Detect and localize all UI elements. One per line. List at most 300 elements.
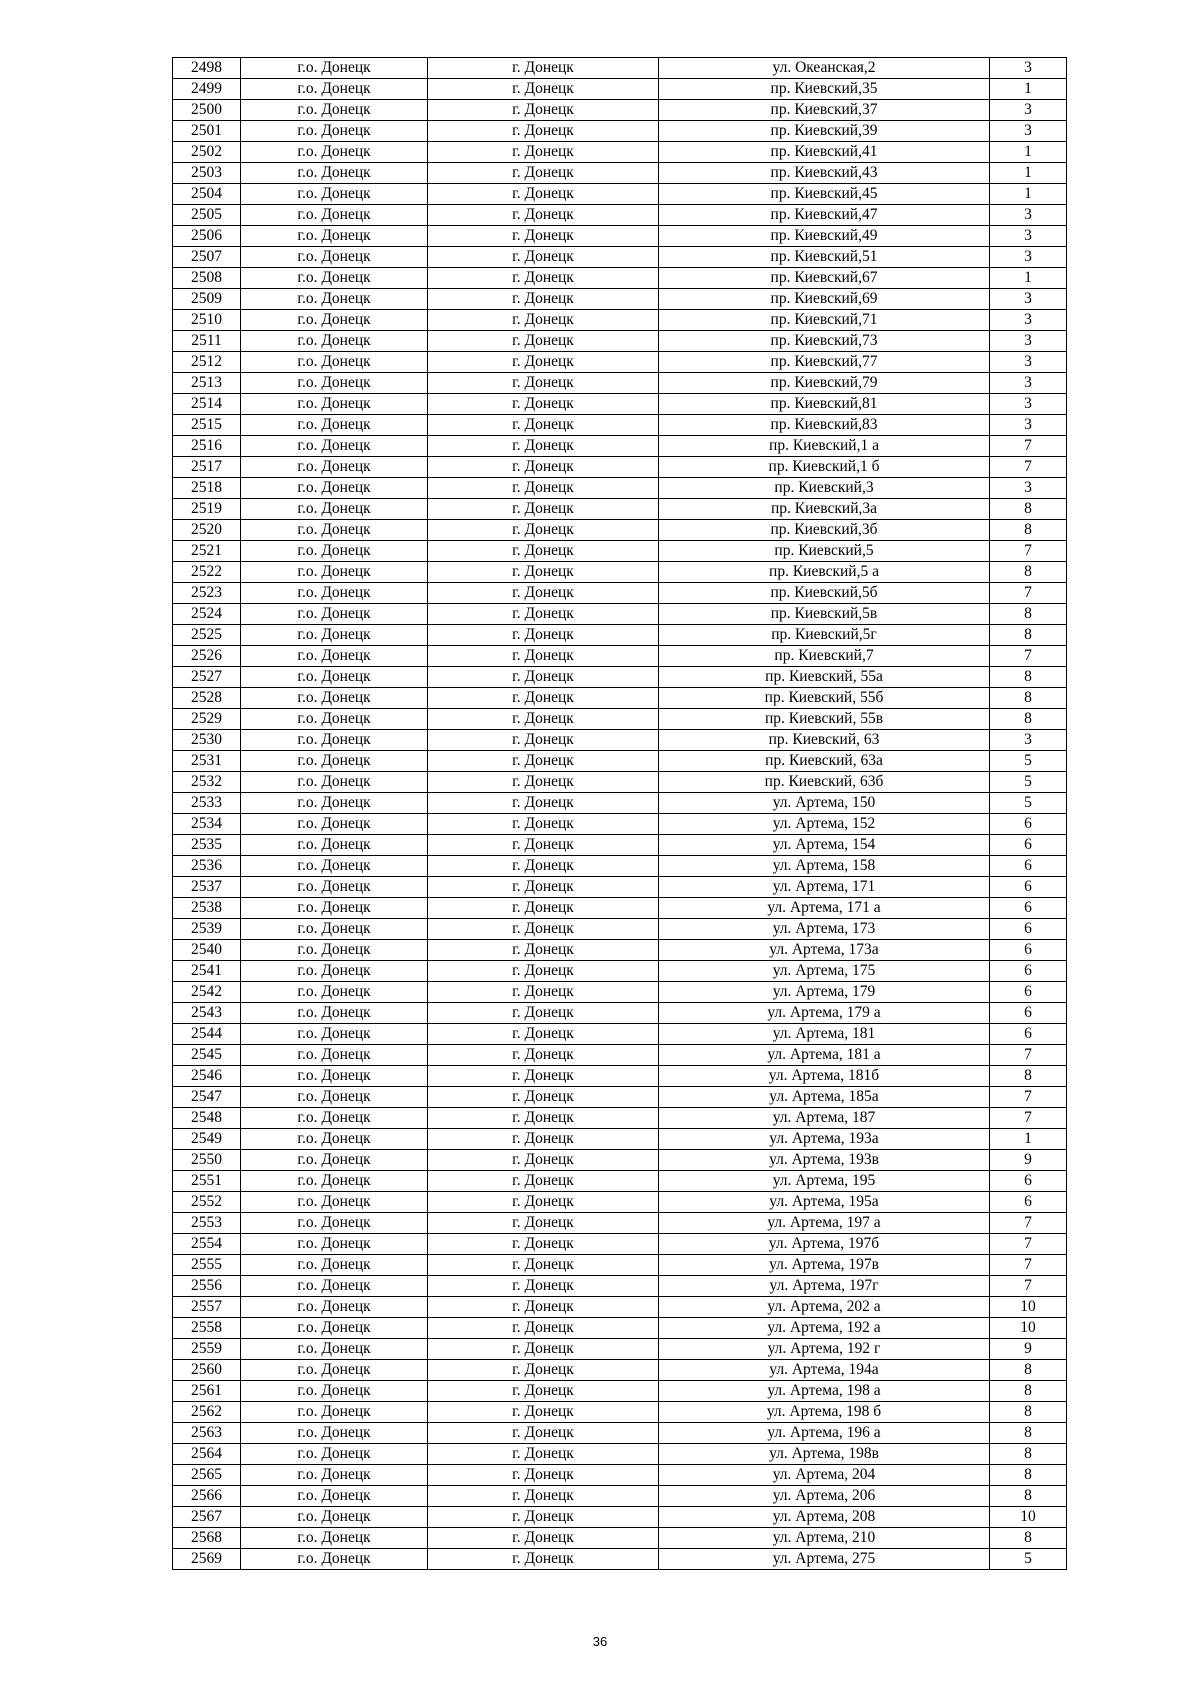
city-cell: г. Донецк <box>428 1171 659 1192</box>
address-cell: пр. Киевский,49 <box>659 226 990 247</box>
city-cell: г. Донецк <box>428 751 659 772</box>
district-cell: г.о. Донецк <box>241 646 428 667</box>
district-cell: г.о. Донецк <box>241 1528 428 1549</box>
table-row <box>173 625 1067 646</box>
address-cell: ул. Артема, 152 <box>659 814 990 835</box>
row-number-cell: 2527 <box>173 667 241 688</box>
row-number-cell: 2523 <box>173 583 241 604</box>
value-cell: 7 <box>990 1087 1067 1108</box>
district-cell: г.о. Донецк <box>241 1276 428 1297</box>
value-cell: 8 <box>990 1066 1067 1087</box>
table-row <box>173 688 1067 709</box>
city-cell: г. Донецк <box>428 1276 659 1297</box>
table-row <box>173 1108 1067 1129</box>
row-number-cell: 2541 <box>173 961 241 982</box>
table-row <box>173 520 1067 541</box>
value-cell: 1 <box>990 268 1067 289</box>
address-cell: пр. Киевский,83 <box>659 415 990 436</box>
district-cell: г.о. Донецк <box>241 520 428 541</box>
table-row <box>173 373 1067 394</box>
row-number-cell: 2562 <box>173 1402 241 1423</box>
value-cell: 3 <box>990 415 1067 436</box>
address-cell: ул. Артема, 181 <box>659 1024 990 1045</box>
city-cell: г. Донецк <box>428 982 659 1003</box>
table-row <box>173 1402 1067 1423</box>
city-cell: г. Донецк <box>428 226 659 247</box>
value-cell: 8 <box>990 499 1067 520</box>
city-cell: г. Донецк <box>428 310 659 331</box>
address-cell: ул. Артема, 202 а <box>659 1297 990 1318</box>
district-cell: г.о. Донецк <box>241 1507 428 1528</box>
address-cell: пр. Киевский,47 <box>659 205 990 226</box>
table-row <box>173 1045 1067 1066</box>
address-cell: ул. Артема, 192 г <box>659 1339 990 1360</box>
city-cell: г. Донецк <box>428 898 659 919</box>
value-cell: 10 <box>990 1507 1067 1528</box>
row-number-cell: 2531 <box>173 751 241 772</box>
address-cell: ул. Артема, 175 <box>659 961 990 982</box>
address-cell: пр. Киевский, 55а <box>659 667 990 688</box>
address-cell: ул. Артема, 171 <box>659 877 990 898</box>
city-cell: г. Донецк <box>428 877 659 898</box>
table-row <box>173 667 1067 688</box>
city-cell: г. Донецк <box>428 352 659 373</box>
row-number-cell: 2538 <box>173 898 241 919</box>
city-cell: г. Донецк <box>428 667 659 688</box>
district-cell: г.о. Донецк <box>241 226 428 247</box>
table-row <box>173 814 1067 835</box>
address-cell: пр. Киевский,69 <box>659 289 990 310</box>
district-cell: г.о. Донецк <box>241 751 428 772</box>
address-cell: ул. Артема, 171 а <box>659 898 990 919</box>
district-cell: г.о. Донецк <box>241 1339 428 1360</box>
row-number-cell: 2501 <box>173 121 241 142</box>
row-number-cell: 2502 <box>173 142 241 163</box>
table-row <box>173 772 1067 793</box>
district-cell: г.о. Донецк <box>241 373 428 394</box>
row-number-cell: 2555 <box>173 1255 241 1276</box>
value-cell: 8 <box>990 709 1067 730</box>
address-cell: пр. Киевский,67 <box>659 268 990 289</box>
value-cell: 1 <box>990 142 1067 163</box>
row-number-cell: 2548 <box>173 1108 241 1129</box>
value-cell: 3 <box>990 352 1067 373</box>
district-cell: г.о. Донецк <box>241 1402 428 1423</box>
value-cell: 8 <box>990 520 1067 541</box>
city-cell: г. Донецк <box>428 1255 659 1276</box>
row-number-cell: 2513 <box>173 373 241 394</box>
table-row <box>173 835 1067 856</box>
value-cell: 6 <box>990 1171 1067 1192</box>
table-row <box>173 541 1067 562</box>
row-number-cell: 2549 <box>173 1129 241 1150</box>
row-number-cell: 2525 <box>173 625 241 646</box>
table-row <box>173 1465 1067 1486</box>
address-cell: ул. Артема, 194а <box>659 1360 990 1381</box>
city-cell: г. Донецк <box>428 184 659 205</box>
address-cell: пр. Киевский,41 <box>659 142 990 163</box>
city-cell: г. Донецк <box>428 835 659 856</box>
district-cell: г.о. Донецк <box>241 625 428 646</box>
row-number-cell: 2543 <box>173 1003 241 1024</box>
city-cell: г. Донецк <box>428 373 659 394</box>
address-cell: ул. Артема, 154 <box>659 835 990 856</box>
table-row <box>173 415 1067 436</box>
value-cell: 3 <box>990 310 1067 331</box>
row-number-cell: 2554 <box>173 1234 241 1255</box>
row-number-cell: 2533 <box>173 793 241 814</box>
address-cell: ул. Артема, 197б <box>659 1234 990 1255</box>
table-row <box>173 562 1067 583</box>
table-row <box>173 289 1067 310</box>
table-row <box>173 1234 1067 1255</box>
address-cell: ул. Артема, 198в <box>659 1444 990 1465</box>
row-number-cell: 2553 <box>173 1213 241 1234</box>
address-cell: пр. Киевский,1 б <box>659 457 990 478</box>
value-cell: 8 <box>990 667 1067 688</box>
city-cell: г. Донецк <box>428 919 659 940</box>
city-cell: г. Донецк <box>428 562 659 583</box>
row-number-cell: 2558 <box>173 1318 241 1339</box>
row-number-cell: 2520 <box>173 520 241 541</box>
address-cell: пр. Киевский,71 <box>659 310 990 331</box>
address-cell: пр. Киевский, 63б <box>659 772 990 793</box>
row-number-cell: 2534 <box>173 814 241 835</box>
address-cell: ул. Артема, 185а <box>659 1087 990 1108</box>
city-cell: г. Донецк <box>428 1381 659 1402</box>
district-cell: г.о. Донецк <box>241 1486 428 1507</box>
address-cell: ул. Артема, 192 а <box>659 1318 990 1339</box>
row-number-cell: 2515 <box>173 415 241 436</box>
district-cell: г.о. Донецк <box>241 1360 428 1381</box>
city-cell: г. Донецк <box>428 1087 659 1108</box>
district-cell: г.о. Донецк <box>241 835 428 856</box>
value-cell: 6 <box>990 814 1067 835</box>
district-cell: г.о. Донецк <box>241 394 428 415</box>
address-cell: ул. Артема, 206 <box>659 1486 990 1507</box>
district-cell: г.о. Донецк <box>241 1318 428 1339</box>
table-row <box>173 1318 1067 1339</box>
table-row <box>173 1339 1067 1360</box>
row-number-cell: 2530 <box>173 730 241 751</box>
row-number-cell: 2509 <box>173 289 241 310</box>
table-row <box>173 163 1067 184</box>
value-cell: 9 <box>990 1150 1067 1171</box>
district-cell: г.о. Донецк <box>241 961 428 982</box>
table-row <box>173 1381 1067 1402</box>
table-row <box>173 1444 1067 1465</box>
district-cell: г.о. Донецк <box>241 940 428 961</box>
city-cell: г. Донецк <box>428 1423 659 1444</box>
district-cell: г.о. Донецк <box>241 1297 428 1318</box>
row-number-cell: 2510 <box>173 310 241 331</box>
table-row <box>173 352 1067 373</box>
district-cell: г.о. Донецк <box>241 730 428 751</box>
address-cell: ул. Артема, 197в <box>659 1255 990 1276</box>
value-cell: 6 <box>990 877 1067 898</box>
row-number-cell: 2567 <box>173 1507 241 1528</box>
address-cell: ул. Артема, 173а <box>659 940 990 961</box>
district-cell: г.о. Донецк <box>241 121 428 142</box>
value-cell: 8 <box>990 1528 1067 1549</box>
address-cell: пр. Киевский, 55б <box>659 688 990 709</box>
row-number-cell: 2551 <box>173 1171 241 1192</box>
row-number-cell: 2526 <box>173 646 241 667</box>
table-row <box>173 268 1067 289</box>
row-number-cell: 2498 <box>173 58 241 79</box>
value-cell: 6 <box>990 1192 1067 1213</box>
district-cell: г.о. Донецк <box>241 436 428 457</box>
address-cell: пр. Киевский,45 <box>659 184 990 205</box>
table-row <box>173 1066 1067 1087</box>
address-cell: ул. Артема, 193а <box>659 1129 990 1150</box>
address-cell: пр. Киевский,35 <box>659 79 990 100</box>
value-cell: 7 <box>990 541 1067 562</box>
city-cell: г. Донецк <box>428 1024 659 1045</box>
district-cell: г.о. Донецк <box>241 688 428 709</box>
table-row <box>173 919 1067 940</box>
value-cell: 6 <box>990 898 1067 919</box>
row-number-cell: 2511 <box>173 331 241 352</box>
table-row <box>173 436 1067 457</box>
row-number-cell: 2564 <box>173 1444 241 1465</box>
table-row <box>173 184 1067 205</box>
row-number-cell: 2503 <box>173 163 241 184</box>
value-cell: 6 <box>990 961 1067 982</box>
row-number-cell: 2542 <box>173 982 241 1003</box>
city-cell: г. Донецк <box>428 100 659 121</box>
value-cell: 7 <box>990 436 1067 457</box>
table-row <box>173 1486 1067 1507</box>
row-number-cell: 2516 <box>173 436 241 457</box>
address-cell: пр. Киевский,5б <box>659 583 990 604</box>
address-cell: пр. Киевский,37 <box>659 100 990 121</box>
row-number-cell: 2550 <box>173 1150 241 1171</box>
value-cell: 3 <box>990 478 1067 499</box>
table-row <box>173 1171 1067 1192</box>
table-row <box>173 1255 1067 1276</box>
district-cell: г.о. Донецк <box>241 415 428 436</box>
city-cell: г. Донецк <box>428 814 659 835</box>
value-cell: 8 <box>990 1360 1067 1381</box>
address-cell: ул. Артема, 150 <box>659 793 990 814</box>
row-number-cell: 2560 <box>173 1360 241 1381</box>
row-number-cell: 2537 <box>173 877 241 898</box>
city-cell: г. Донецк <box>428 772 659 793</box>
table-row <box>173 856 1067 877</box>
district-cell: г.о. Донецк <box>241 79 428 100</box>
value-cell: 3 <box>990 205 1067 226</box>
address-cell: ул. Артема, 173 <box>659 919 990 940</box>
district-cell: г.о. Донецк <box>241 562 428 583</box>
row-number-cell: 2514 <box>173 394 241 415</box>
table-row <box>173 100 1067 121</box>
table-row <box>173 940 1067 961</box>
district-cell: г.о. Донецк <box>241 100 428 121</box>
table-row <box>173 1276 1067 1297</box>
address-cell: пр. Киевский,5 а <box>659 562 990 583</box>
address-cell: ул. Артема, 158 <box>659 856 990 877</box>
value-cell: 6 <box>990 835 1067 856</box>
value-cell: 6 <box>990 940 1067 961</box>
city-cell: г. Донецк <box>428 1549 659 1570</box>
city-cell: г. Донецк <box>428 1192 659 1213</box>
address-cell: пр. Киевский,73 <box>659 331 990 352</box>
table-row <box>173 583 1067 604</box>
value-cell: 1 <box>990 1129 1067 1150</box>
value-cell: 8 <box>990 1381 1067 1402</box>
page-number: 36 <box>592 1634 608 1649</box>
district-cell: г.о. Донецк <box>241 1423 428 1444</box>
city-cell: г. Донецк <box>428 1045 659 1066</box>
district-cell: г.о. Донецк <box>241 1234 428 1255</box>
district-cell: г.о. Донецк <box>241 877 428 898</box>
address-cell: ул. Артема, 198 а <box>659 1381 990 1402</box>
address-table <box>172 57 1067 1570</box>
table-row <box>173 1150 1067 1171</box>
table-row <box>173 1360 1067 1381</box>
table-row <box>173 751 1067 772</box>
table-row <box>173 1003 1067 1024</box>
district-cell: г.о. Донецк <box>241 205 428 226</box>
city-cell: г. Донецк <box>428 1465 659 1486</box>
value-cell: 7 <box>990 1276 1067 1297</box>
row-number-cell: 2546 <box>173 1066 241 1087</box>
city-cell: г. Донецк <box>428 478 659 499</box>
row-number-cell: 2539 <box>173 919 241 940</box>
row-number-cell: 2545 <box>173 1045 241 1066</box>
district-cell: г.о. Донецк <box>241 583 428 604</box>
address-cell: ул. Артема, 197г <box>659 1276 990 1297</box>
city-cell: г. Донецк <box>428 415 659 436</box>
table-row <box>173 121 1067 142</box>
city-cell: г. Донецк <box>428 1528 659 1549</box>
value-cell: 8 <box>990 1402 1067 1423</box>
district-cell: г.о. Донецк <box>241 247 428 268</box>
value-cell: 3 <box>990 289 1067 310</box>
district-cell: г.о. Донецк <box>241 1003 428 1024</box>
city-cell: г. Донецк <box>428 625 659 646</box>
city-cell: г. Донецк <box>428 1507 659 1528</box>
district-cell: г.о. Донецк <box>241 772 428 793</box>
value-cell: 3 <box>990 373 1067 394</box>
address-table-body <box>173 58 1067 1570</box>
city-cell: г. Донецк <box>428 394 659 415</box>
address-cell: ул. Артема, 181б <box>659 1066 990 1087</box>
table-row <box>173 1024 1067 1045</box>
row-number-cell: 2517 <box>173 457 241 478</box>
table-row <box>173 478 1067 499</box>
value-cell: 7 <box>990 1213 1067 1234</box>
table-row <box>173 646 1067 667</box>
address-cell: ул. Артема, 210 <box>659 1528 990 1549</box>
address-cell: пр. Киевский, 63а <box>659 751 990 772</box>
row-number-cell: 2568 <box>173 1528 241 1549</box>
district-cell: г.о. Донецк <box>241 814 428 835</box>
table-row <box>173 58 1067 79</box>
city-cell: г. Донецк <box>428 541 659 562</box>
table-row <box>173 1507 1067 1528</box>
value-cell: 9 <box>990 1339 1067 1360</box>
district-cell: г.о. Донецк <box>241 331 428 352</box>
district-cell: г.о. Донецк <box>241 1066 428 1087</box>
value-cell: 8 <box>990 562 1067 583</box>
city-cell: г. Донецк <box>428 1486 659 1507</box>
district-cell: г.о. Донецк <box>241 184 428 205</box>
row-number-cell: 2528 <box>173 688 241 709</box>
address-cell: пр. Киевский,5г <box>659 625 990 646</box>
address-cell: пр. Киевский,3б <box>659 520 990 541</box>
city-cell: г. Донецк <box>428 604 659 625</box>
value-cell: 7 <box>990 457 1067 478</box>
table-row <box>173 226 1067 247</box>
value-cell: 3 <box>990 121 1067 142</box>
address-cell: ул. Океанская,2 <box>659 58 990 79</box>
row-number-cell: 2522 <box>173 562 241 583</box>
district-cell: г.о. Донецк <box>241 1129 428 1150</box>
address-cell: ул. Артема, 179 <box>659 982 990 1003</box>
row-number-cell: 2552 <box>173 1192 241 1213</box>
address-cell: пр. Киевский, 55в <box>659 709 990 730</box>
district-cell: г.о. Донецк <box>241 268 428 289</box>
city-cell: г. Донецк <box>428 1339 659 1360</box>
value-cell: 8 <box>990 1444 1067 1465</box>
table-row <box>173 142 1067 163</box>
district-cell: г.о. Донецк <box>241 58 428 79</box>
city-cell: г. Донецк <box>428 289 659 310</box>
city-cell: г. Донецк <box>428 247 659 268</box>
address-cell: ул. Артема, 204 <box>659 1465 990 1486</box>
value-cell: 3 <box>990 226 1067 247</box>
value-cell: 7 <box>990 646 1067 667</box>
address-cell: ул. Артема, 208 <box>659 1507 990 1528</box>
value-cell: 8 <box>990 604 1067 625</box>
district-cell: г.о. Донецк <box>241 898 428 919</box>
value-cell: 3 <box>990 394 1067 415</box>
row-number-cell: 2507 <box>173 247 241 268</box>
row-number-cell: 2569 <box>173 1549 241 1570</box>
value-cell: 10 <box>990 1318 1067 1339</box>
city-cell: г. Донецк <box>428 1297 659 1318</box>
value-cell: 7 <box>990 1108 1067 1129</box>
address-cell: ул. Артема, 275 <box>659 1549 990 1570</box>
district-cell: г.о. Донецк <box>241 289 428 310</box>
value-cell: 8 <box>990 625 1067 646</box>
city-cell: г. Донецк <box>428 163 659 184</box>
city-cell: г. Донецк <box>428 856 659 877</box>
district-cell: г.о. Донецк <box>241 793 428 814</box>
city-cell: г. Донецк <box>428 79 659 100</box>
city-cell: г. Донецк <box>428 730 659 751</box>
row-number-cell: 2559 <box>173 1339 241 1360</box>
row-number-cell: 2561 <box>173 1381 241 1402</box>
value-cell: 6 <box>990 982 1067 1003</box>
table-row <box>173 247 1067 268</box>
value-cell: 6 <box>990 1024 1067 1045</box>
address-cell: пр. Киевский,51 <box>659 247 990 268</box>
value-cell: 8 <box>990 1486 1067 1507</box>
address-cell: ул. Артема, 196 а <box>659 1423 990 1444</box>
table-row <box>173 1213 1067 1234</box>
row-number-cell: 2540 <box>173 940 241 961</box>
district-cell: г.о. Донецк <box>241 1108 428 1129</box>
city-cell: г. Донецк <box>428 1108 659 1129</box>
row-number-cell: 2566 <box>173 1486 241 1507</box>
row-number-cell: 2505 <box>173 205 241 226</box>
city-cell: г. Донецк <box>428 58 659 79</box>
value-cell: 3 <box>990 247 1067 268</box>
address-cell: ул. Артема, 195а <box>659 1192 990 1213</box>
